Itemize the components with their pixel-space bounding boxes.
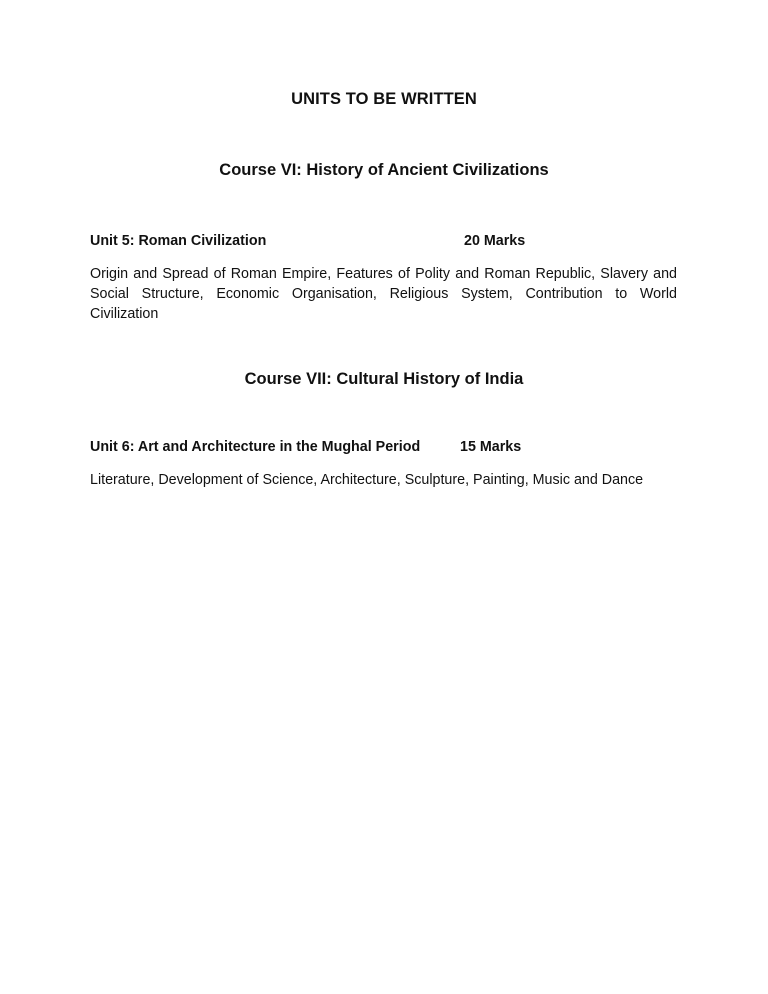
page-title: UNITS TO BE WRITTEN bbox=[291, 90, 477, 108]
course-title-vi: Course VI: History of Ancient Civilizations bbox=[219, 161, 549, 179]
unit-heading-6: Unit 6: Art and Architecture in the Mughal Period bbox=[90, 439, 421, 455]
unit-heading-5: Unit 5: Roman Civilization bbox=[90, 233, 267, 249]
unit-marks-5: 20 Marks bbox=[464, 233, 526, 249]
course-title-vii: Course VII: Cultural History of India bbox=[244, 370, 524, 388]
unit-description-6: Literature, Development of Science, Architecture, Sculpture, Painting, Music and Dance bbox=[90, 472, 644, 488]
unit-description-5: Origin and Spread of Roman Empire, Features of Polity and Roman Republic, Slavery and Social Structure, Economic Organisation, Religious System, Contribution to World Civilization bbox=[90, 266, 677, 322]
unit-marks-6: 15 Marks bbox=[460, 439, 522, 455]
